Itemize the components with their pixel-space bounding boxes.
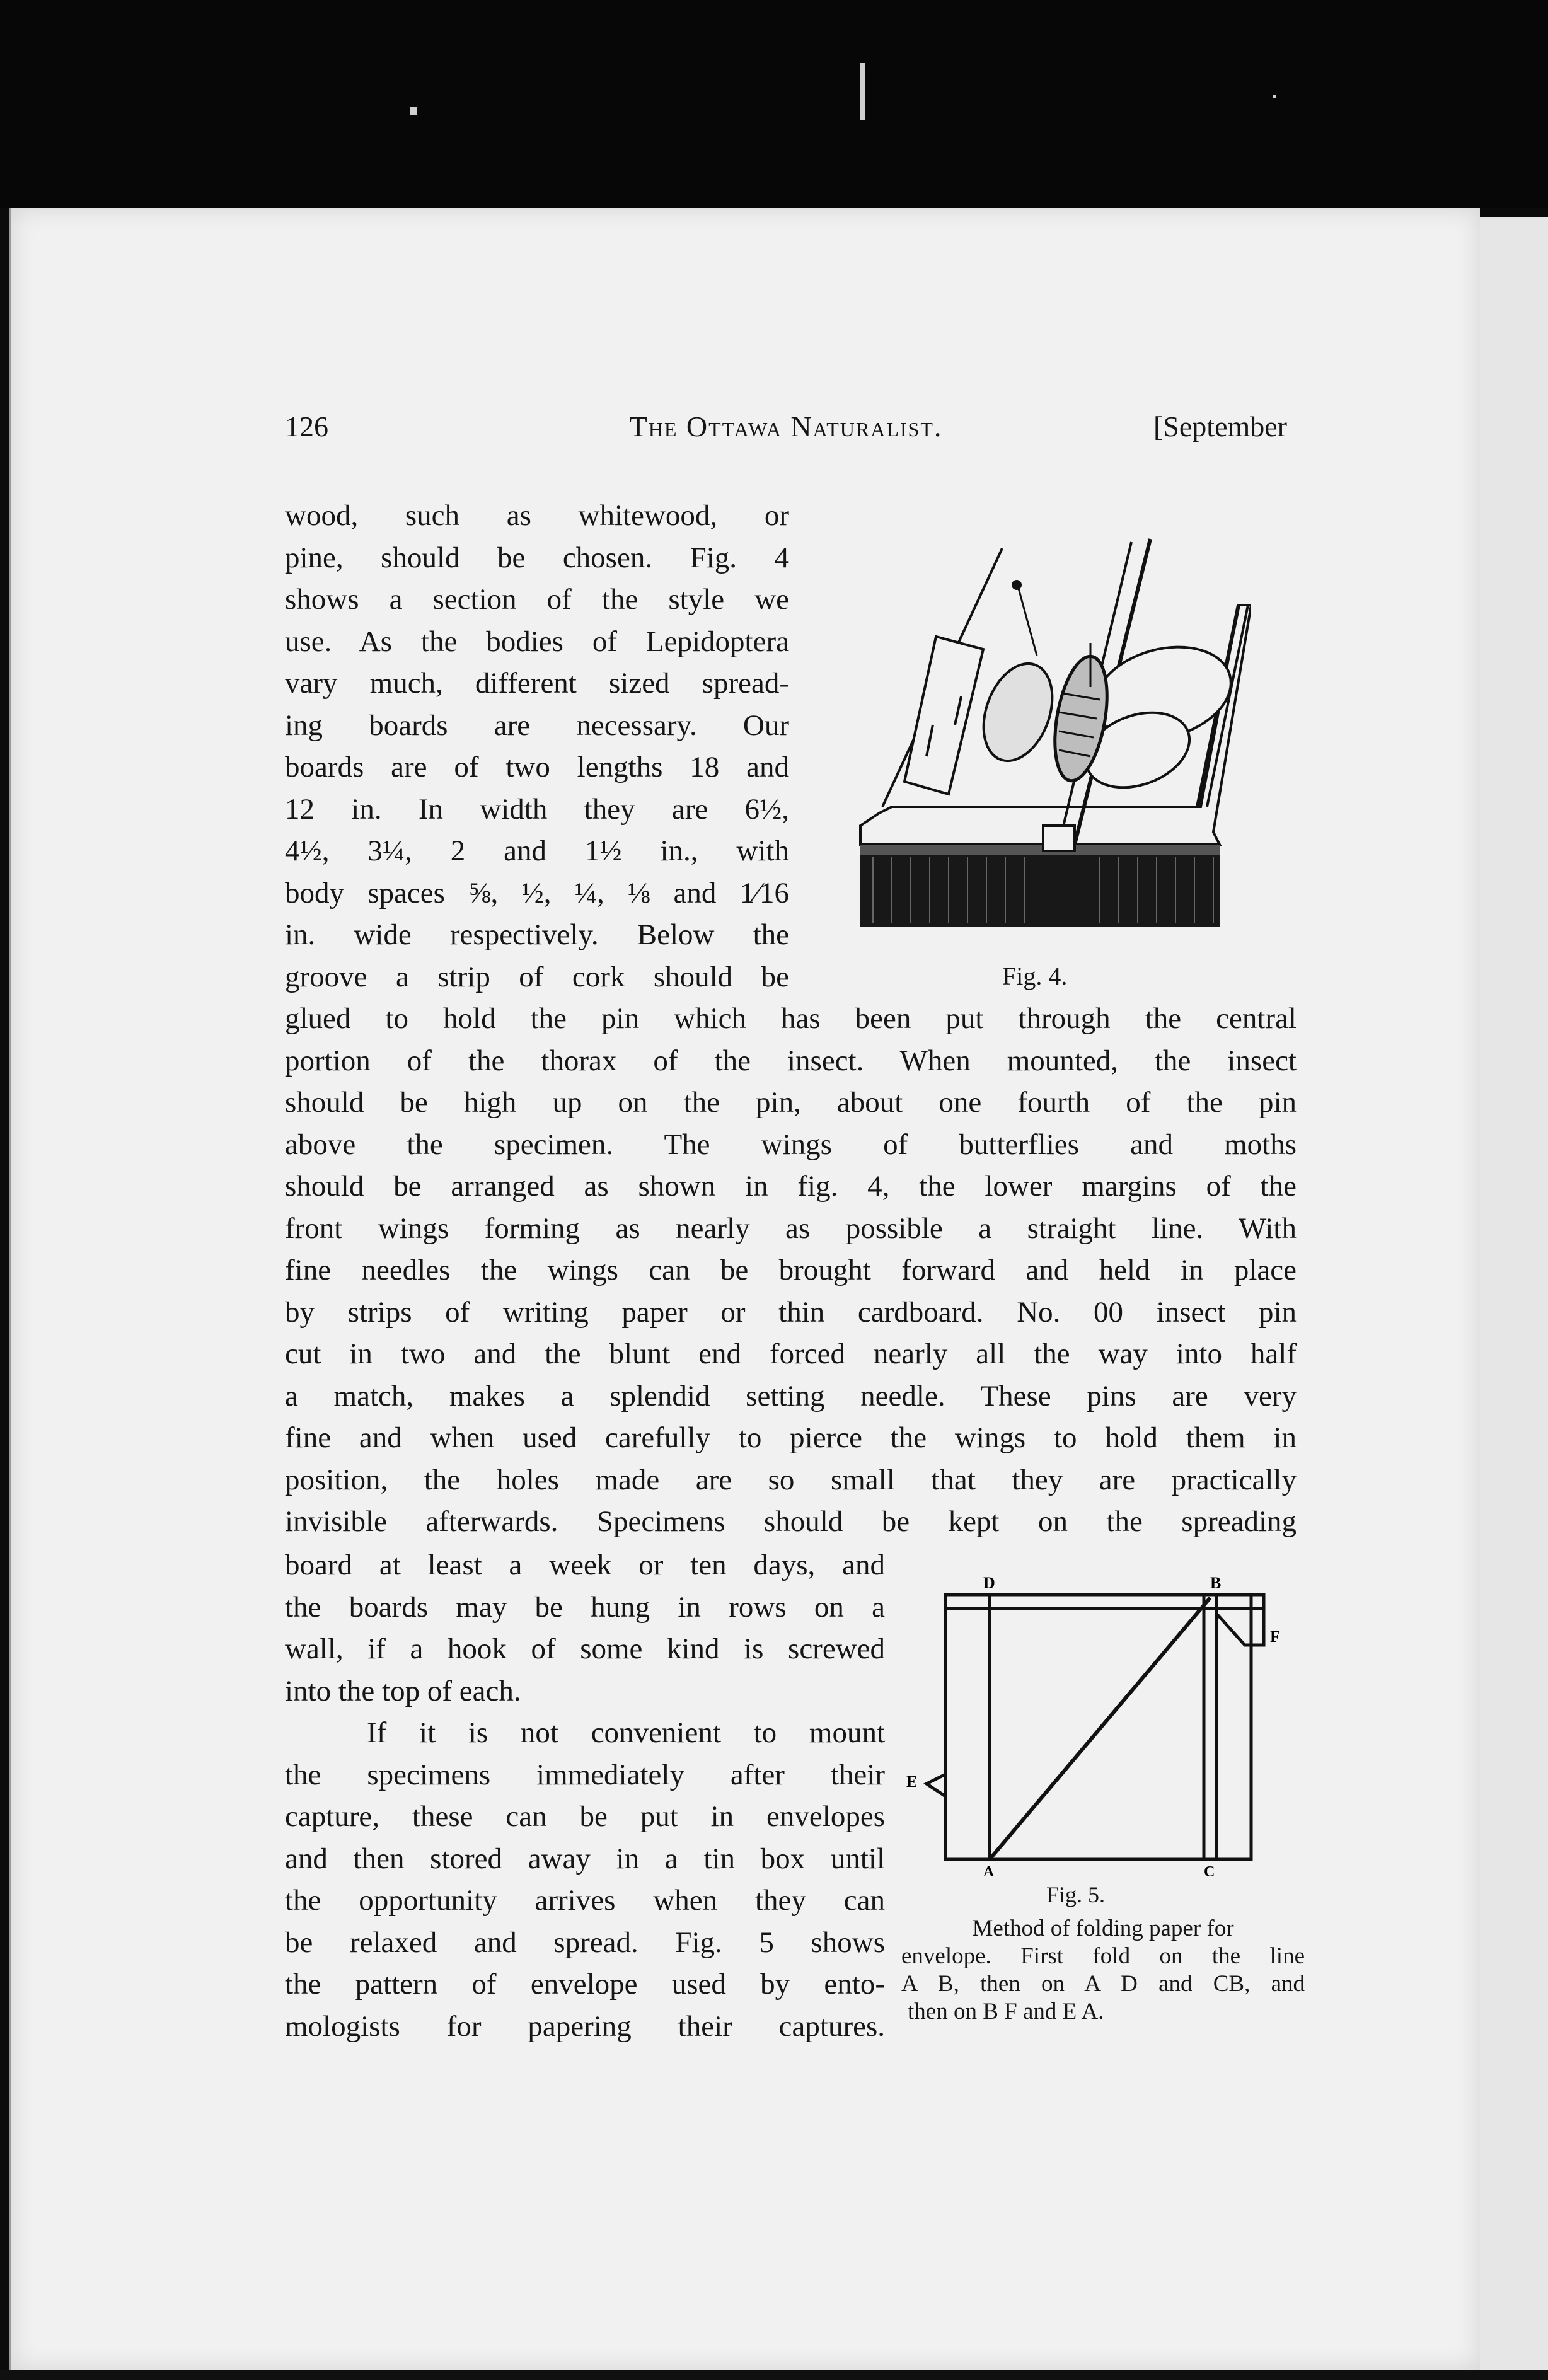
text-line: should be arranged as shown in fig. 4, the lower margins of the [285, 1170, 1297, 1203]
figure-4-spreading-board [835, 529, 1251, 996]
text-line: If it is not convenient to mount [367, 1716, 885, 1749]
text-line: invisible afterwards. Specimens should be kept on the spreading [285, 1505, 1297, 1538]
text-line: fine and when used carefully to pierce the wings to hold them in [285, 1421, 1297, 1454]
text-line: 4½, 3¼, 2 and 1½ in., with [285, 835, 789, 867]
text-line: vary much, different sized spread- [285, 667, 789, 700]
text-line: portion of the thorax of the insect. When mounted, the insect [285, 1044, 1297, 1077]
text-line: capture, these can be put in envelopes [285, 1800, 885, 1833]
text-line: mologists for papering their captures. [285, 2009, 885, 2043]
label-f: F [1270, 1627, 1280, 1646]
label-d: D [983, 1574, 995, 1592]
film-speck [1273, 95, 1276, 98]
text-line: a match, makes a splendid setting needle. These pins are very [285, 1379, 1297, 1412]
text-line: should be high up on the pin, about one fourth of the pin [285, 1086, 1297, 1119]
text-line: ing boards are necessary. Our [285, 708, 789, 742]
text-line: into the top of each. [285, 1674, 521, 1707]
text-line: the boards may be hung in rows on a [285, 1590, 885, 1624]
text-line: fine needles the wings can be brought forward and held in place [285, 1254, 1297, 1286]
caption-line: Method of folding paper for [972, 1915, 1234, 1941]
film-speck [410, 107, 417, 115]
figure-5-label: Fig. 5. [1046, 1882, 1106, 1907]
text-line: above the specimen. The wings of butterflies and moths [285, 1128, 1297, 1161]
text-line: the opportunity arrives when they can [285, 1884, 885, 1917]
text-line: board at least a week or ten days, and [285, 1549, 885, 1581]
running-header [285, 410, 1287, 448]
text-line: wood, such as whitewood, or [285, 499, 789, 532]
text-line: use. As the bodies of Lepidoptera [285, 625, 789, 658]
issue-month: [September [1153, 410, 1287, 442]
text-line: the specimens immediately after their [285, 1758, 885, 1791]
figure-5-envelope-diagram [901, 1566, 1286, 1881]
figure-4-caption: Fig. 4. [1002, 962, 1068, 990]
label-c: C [1204, 1864, 1215, 1880]
caption-line: then on B F and E A. [908, 1999, 1104, 2025]
text-line: position, the holes made are so small that they are practically [285, 1463, 1297, 1496]
text-line: by strips of writing paper or thin cardboard. No. 00 insect pin [285, 1295, 1297, 1329]
text-line: the pattern of envelope used by ento- [285, 1968, 885, 2001]
film-border-top [0, 0, 1548, 208]
text-line: shows a section of the style we [285, 583, 789, 616]
text-line: front wings forming as nearly as possible a straight line. With [285, 1211, 1297, 1245]
label-e: E [906, 1772, 918, 1791]
text-line: be relaxed and spread. Fig. 5 shows [285, 1926, 885, 1959]
adjacent-page-edge [1470, 217, 1548, 2373]
film-border-bottom [0, 2370, 1548, 2380]
column-text-lower [285, 1544, 885, 2047]
body-text [285, 998, 1297, 1543]
text-line: and then stored away in a tin box until [285, 1842, 885, 1875]
journal-title: The Ottawa Naturalist. [629, 410, 943, 442]
caption-line: A B, then on A D and CB, and [901, 1971, 1305, 1997]
text-line: glued to hold the pin which has been put through the central [285, 1002, 1297, 1035]
text-line: in. wide respectively. Below the [285, 918, 789, 951]
envelope-fold-diagram [901, 1566, 1286, 1881]
figure-5-caption [901, 1915, 1305, 2026]
text-line: pine, should be chosen. Fig. 4 [285, 541, 789, 574]
spreading-board-illustration [835, 529, 1251, 996]
caption-line: envelope. First fold on the line [901, 1943, 1305, 1969]
text-line: wall, if a hook of some kind is screwed [285, 1632, 885, 1665]
label-b: B [1210, 1574, 1222, 1592]
text-line: body spaces ⅝, ½, ¼, ⅛ and 1⁄16 [285, 876, 789, 910]
film-speck [860, 63, 865, 120]
label-a: A [983, 1864, 995, 1880]
page-number: 126 [285, 410, 328, 442]
text-line: cut in two and the blunt end forced nearly all the way into half [285, 1337, 1297, 1370]
text-line: boards are of two lengths 18 and [285, 751, 789, 783]
column-text [285, 495, 789, 998]
text-line: 12 in. In width they are 6½, [285, 792, 789, 826]
text-line: groove a strip of cork should be [285, 960, 789, 993]
